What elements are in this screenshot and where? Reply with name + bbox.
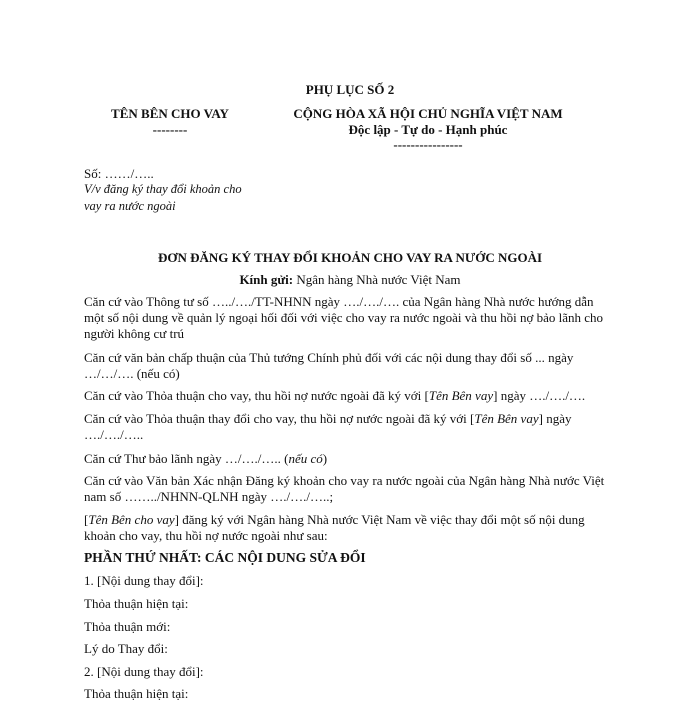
national-motto: Độc lập - Tự do - Hạnh phúc — [348, 122, 508, 137]
lender-divider: -------- — [152, 122, 188, 137]
paragraph-amendment-agreement: Căn cứ vào Thỏa thuận thay đổi cho vay, thu hồi nợ nước ngoài đã ký với [Tên Bên vay] ngày …./…./….. — [84, 411, 572, 442]
current-agreement-1: Thỏa thuận hiện tại: — [84, 596, 189, 611]
document-number: Số: ……/….. — [84, 166, 154, 181]
country-name: CỘNG HÒA XÃ HỘI CHỦ NGHĨA VIỆT NAM — [293, 106, 563, 121]
document-title: ĐƠN ĐĂNG KÝ THAY ĐỔI KHOẢN CHO VAY RA NƯỚC NGOÀI — [157, 250, 543, 265]
subject-line-1: V/v đăng ký thay đổi khoản cho — [84, 182, 242, 196]
paragraph-prime-minister-approval: Căn cứ văn bản chấp thuận của Thủ tướng Chính phủ đối với các nội dung thay đổi số ... ngày …/…/…. (nếu có) — [84, 350, 574, 381]
paragraph-loan-agreement: Căn cứ vào Thỏa thuận cho vay, thu hồi nợ nước ngoài đã ký với [Tên Bên vay] ngày …./…./…. — [84, 388, 586, 403]
motto-divider: ---------------- — [393, 137, 463, 152]
paragraph-legal-basis-circular: Căn cứ vào Thông tư số …../…./TT-NHNN ngày …./…./…. của Ngân hàng Nhà nước hướng dẫn một số nội dung về quản lý ngoại hối đối với việc cho vay ra nước ngoài và thu hồi nợ bảo lãnh cho người không cư trú — [84, 294, 604, 341]
appendix-title: PHỤ LỤC SỐ 2 — [305, 82, 395, 97]
paragraph-guarantee-letter: Căn cứ Thư bảo lãnh ngày …/…./….. (nếu có) — [84, 451, 328, 466]
lender-name: TÊN BÊN CHO VAY — [111, 106, 229, 121]
recipient-label: Kính gửi: — [239, 272, 294, 287]
new-agreement-1: Thỏa thuận mới: — [84, 619, 171, 634]
change-item-2: 2. [Nội dung thay đổi]: — [84, 664, 204, 679]
paragraph-registration-statement: [Tên Bên cho vay] đăng ký với Ngân hàng Nhà nước Việt Nam về việc thay đổi một số nội dung khoản cho vay, thu hồi nợ nước ngoài như sau: — [84, 512, 585, 543]
section-heading: PHẦN THỨ NHẤT: CÁC NỘI DUNG SỬA ĐỔI — [84, 550, 366, 565]
recipient-line — [239, 272, 460, 288]
change-item-1: 1. [Nội dung thay đổi]: — [84, 573, 204, 588]
change-reason-1: Lý do Thay đổi: — [84, 641, 168, 656]
subject-line-2: vay ra nước ngoài — [84, 199, 176, 213]
paragraph-registration-confirmation: Căn cứ vào Văn bản Xác nhận Đăng ký khoản cho vay ra nước ngoài của Ngân hàng Nhà nước Việt nam số ……../NHNN-QLNH ngày …./…./…..; — [84, 473, 605, 504]
recipient-name: Ngân hàng Nhà nước Việt Nam — [293, 272, 461, 287]
current-agreement-2: Thỏa thuận hiện tại: — [84, 686, 189, 701]
